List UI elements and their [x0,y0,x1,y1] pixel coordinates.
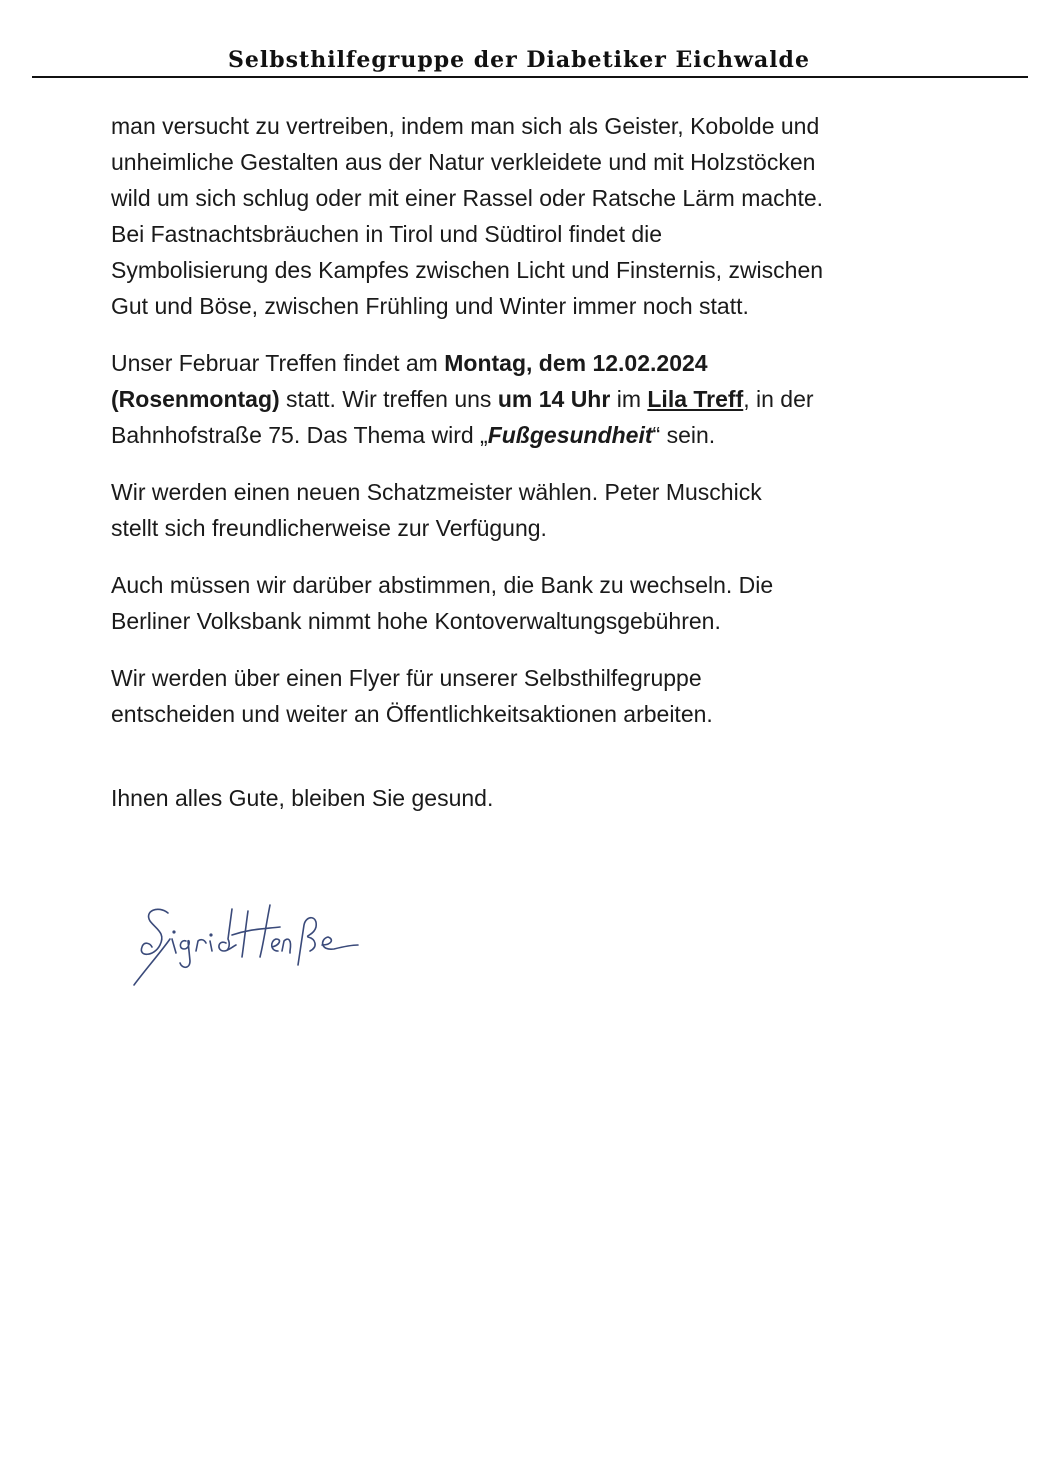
paragraph-carnival-customs [111,108,971,324]
paragraph-meeting-info [111,345,971,453]
paragraph-flyer [111,660,971,732]
text-line: Wir werden über einen Flyer für unserer Selbsthilfegruppe [111,665,702,691]
text-line: Berliner Volksbank nimmt hohe Kontoverwaltungsgebühren. [111,608,721,634]
meeting-day-note: (Rosenmontag) [111,386,280,412]
text-line: Wir werden einen neuen Schatzmeister wählen. Peter Muschick [111,479,762,505]
meeting-date: Montag, dem 12.02.2024 [444,350,708,376]
text-segment: Bahnhofstraße 75. Das Thema wird „ [111,422,488,448]
closing-greeting: Ihnen alles Gute, bleiben Sie gesund. [111,785,494,811]
text-segment: im [610,386,648,412]
meeting-location: Lila Treff [647,386,744,412]
text-line [111,345,971,381]
meeting-time: um 14 Uhr [497,386,611,412]
text-line [111,417,971,453]
header-rule [32,76,1028,78]
text-line: stellt sich freundlicherweise zur Verfügung. [111,515,547,541]
text-line [111,381,971,417]
text-line: Gut und Böse, zwischen Frühling und Winter immer noch statt. [111,293,749,319]
page-title: Selbsthilfegruppe der Diabetiker Eichwalde [228,47,810,73]
meeting-topic: Fußgesundheit [487,422,653,448]
text-segment: , in der [743,386,814,412]
text-line: entscheiden und weiter an Öffentlichkeitsaktionen arbeiten. [111,701,713,727]
text-line: unheimliche Gestalten aus der Natur verkleidete und mit Holzstöcken [111,149,816,175]
handwritten-signature [120,895,380,995]
text-line: Symbolisierung des Kampfes zwischen Licht und Finsternis, zwischen [111,257,824,283]
paragraph-bank [111,567,971,639]
text-segment: Unser Februar Treffen findet am [111,350,445,376]
text-line: Bei Fastnachtsbräuchen in Tirol und Südtirol findet die [111,221,663,247]
text-line: wild um sich schlug oder mit einer Rassel oder Ratsche Lärm machte. [111,185,824,211]
text-line: man versucht zu vertreiben, indem man sich als Geister, Kobolde und [111,113,820,139]
paragraph-treasurer [111,474,971,546]
letter-body [111,108,971,753]
text-line: Auch müssen wir darüber abstimmen, die Bank zu wechseln. Die [111,572,774,598]
text-segment: statt. Wir treffen uns [279,386,498,412]
text-segment: “ sein. [652,422,716,448]
